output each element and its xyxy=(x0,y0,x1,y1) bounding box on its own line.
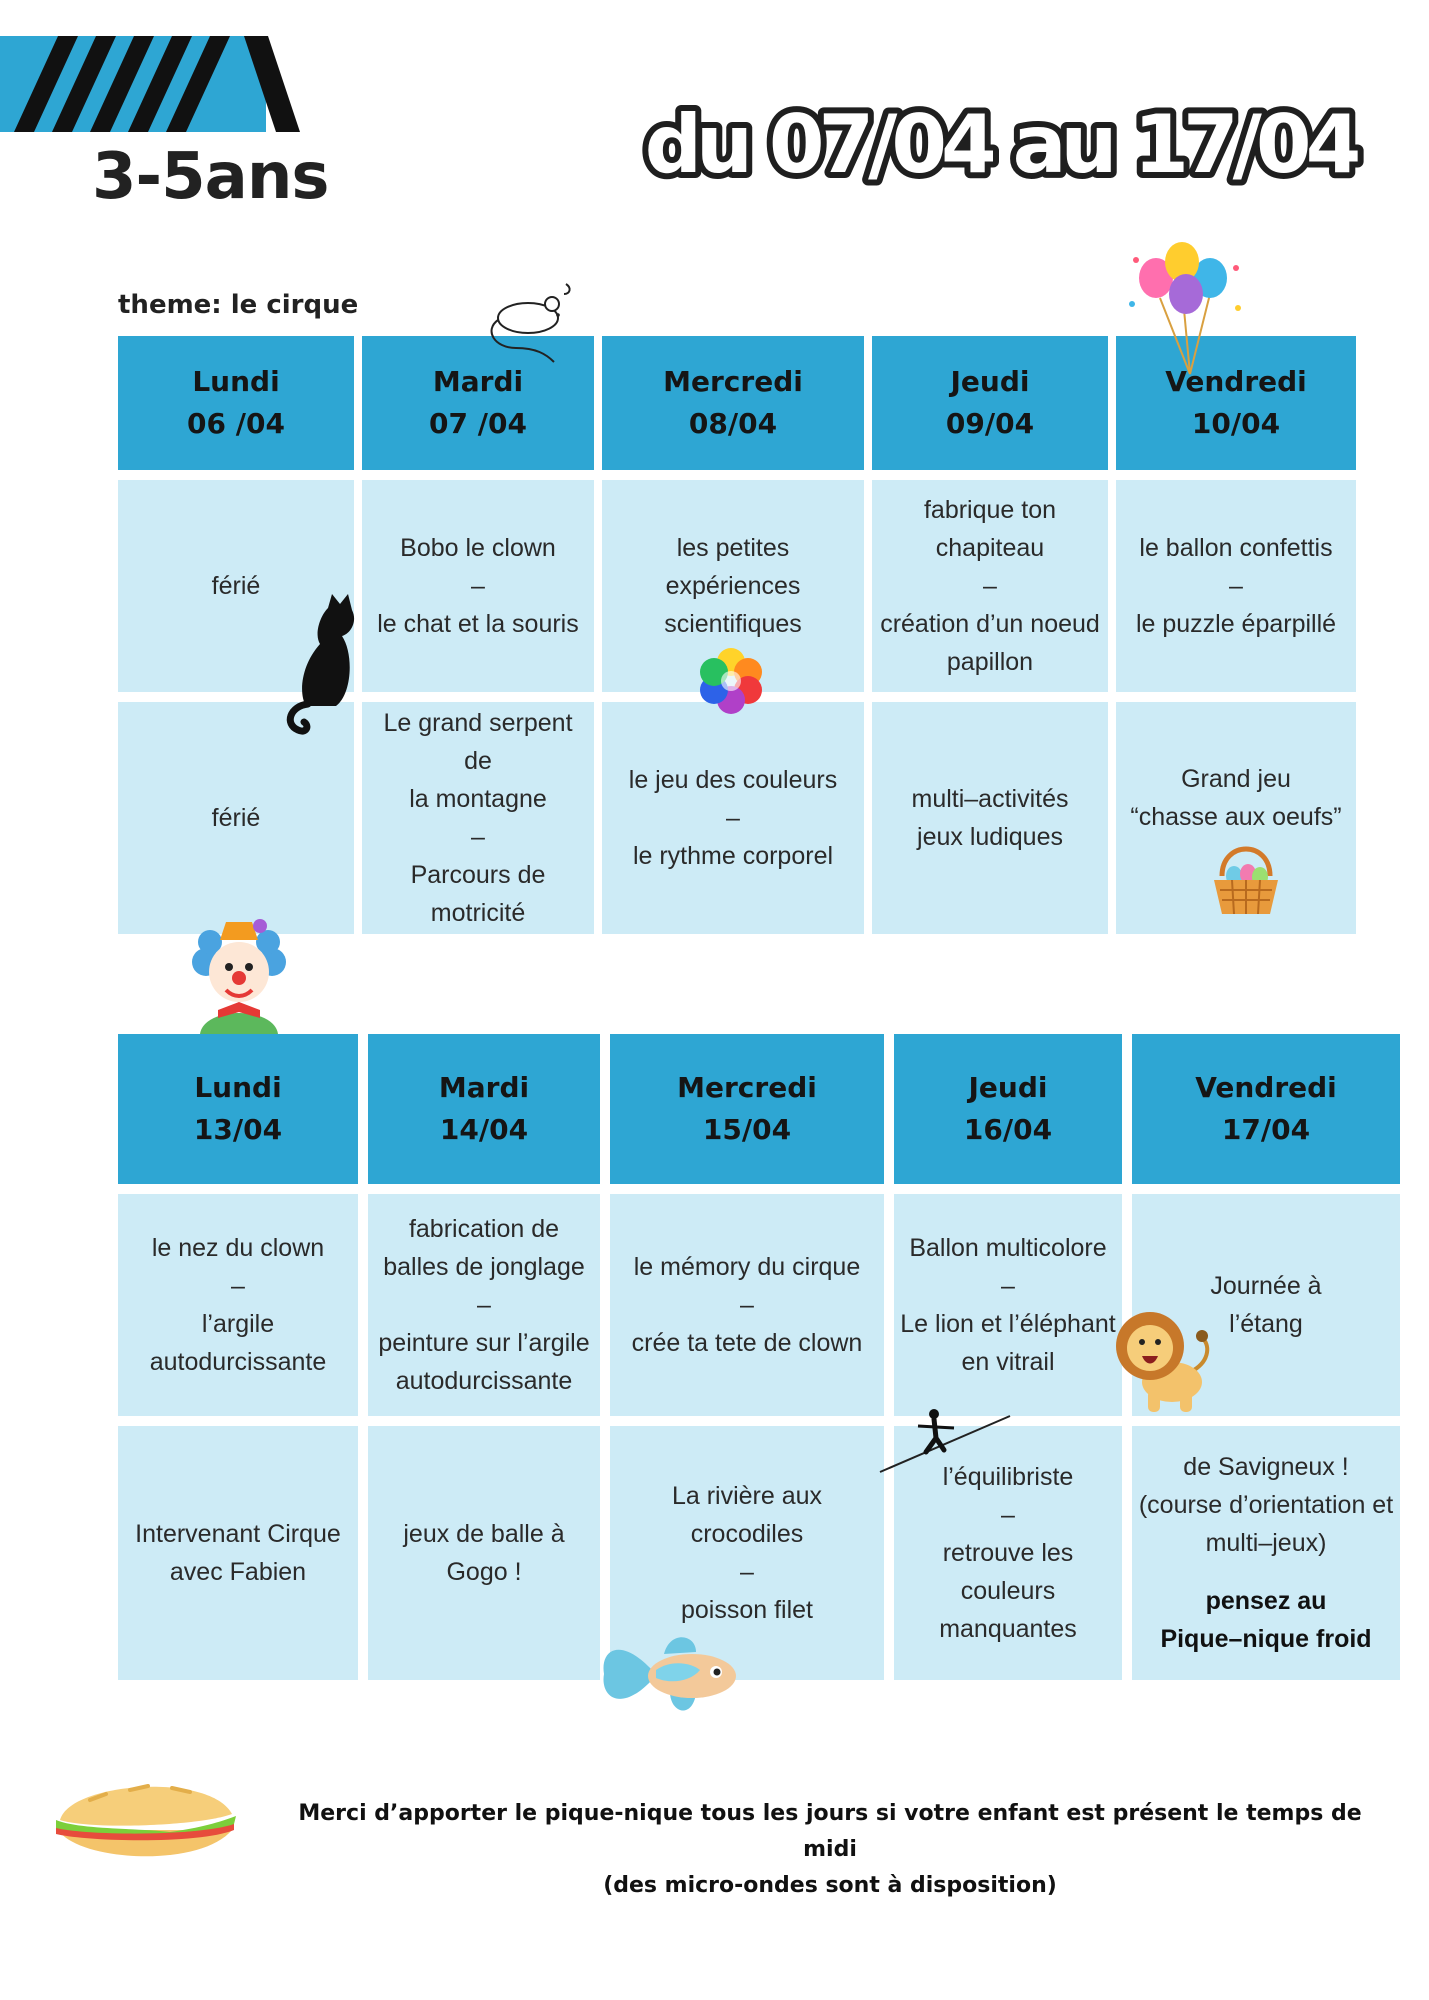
activity-cell xyxy=(1116,480,1356,692)
activity-line: Journée à xyxy=(1210,1272,1322,1300)
day-date: 13/04 xyxy=(193,1113,283,1146)
day-name: Mercredi xyxy=(663,365,803,398)
week1-day-header xyxy=(602,336,864,470)
activity-line: le puzzle éparpillé xyxy=(1135,610,1337,638)
week2-day-header xyxy=(894,1034,1122,1184)
activity-line: multi–jeux) xyxy=(1205,1529,1327,1557)
day-name: Lundi xyxy=(192,365,280,398)
activity-line: – xyxy=(471,823,485,851)
clown-icon xyxy=(190,912,288,1034)
day-name: Vendredi xyxy=(1195,1071,1337,1104)
sandwich-icon xyxy=(50,1772,240,1868)
activity-line: scientifiques xyxy=(664,610,802,638)
activity-line: – xyxy=(740,1558,754,1586)
activity-line: motricité xyxy=(430,899,526,927)
activity-line: l’étang xyxy=(1229,1310,1303,1338)
activity-line: le jeu des couleurs xyxy=(628,766,838,794)
activity-line: – xyxy=(726,804,740,832)
day-name: Mardi xyxy=(432,365,524,398)
activity-line: création d’un noeud xyxy=(880,610,1100,638)
week2-day-header xyxy=(368,1034,600,1184)
activity-line: avec Fabien xyxy=(169,1558,307,1586)
day-name: Lundi xyxy=(194,1071,282,1104)
activity-cell xyxy=(872,480,1108,692)
day-date: 10/04 xyxy=(1191,407,1281,440)
activity-line: le ballon confettis xyxy=(1139,534,1333,562)
activity-line: la montagne xyxy=(409,785,547,813)
activity-line: le chat et la souris xyxy=(377,610,579,638)
mouse-icon xyxy=(486,290,586,364)
activity-line: le nez du clown xyxy=(151,1234,325,1262)
activity-line: – xyxy=(477,1291,491,1319)
activity-line: les petites expériences xyxy=(665,534,801,600)
footer-note xyxy=(270,1796,1390,1904)
week1-day-header xyxy=(872,336,1108,470)
balloons-icon xyxy=(1120,238,1250,374)
striped-banner-decoration xyxy=(0,36,300,132)
activity-line: Grand jeu xyxy=(1181,765,1291,793)
age-group-title: 3-5ans xyxy=(92,140,329,214)
activity-cell xyxy=(602,702,864,934)
activity-cell xyxy=(362,702,594,934)
activity-line: couleurs xyxy=(960,1577,1056,1605)
activity-line: Parcours de xyxy=(410,861,546,889)
activity-line: – xyxy=(1229,572,1243,600)
date-range-title xyxy=(620,92,1380,192)
activity-line: férié xyxy=(211,804,261,832)
week2-day-header xyxy=(610,1034,884,1184)
day-name: Vendredi xyxy=(1165,365,1307,398)
day-date: 06 /04 xyxy=(187,407,285,440)
activity-line: l’équilibriste xyxy=(942,1463,1074,1491)
activity-cell xyxy=(118,1194,358,1416)
activity-line: – xyxy=(983,572,997,600)
activity-line: papillon xyxy=(946,648,1034,676)
activity-line: – xyxy=(471,572,485,600)
activity-line: Ballon multicolore xyxy=(909,1234,1107,1262)
tightrope-walker-icon xyxy=(880,1408,1010,1478)
fish-icon xyxy=(600,1630,736,1720)
activity-cell xyxy=(362,480,594,692)
activity-cell xyxy=(1132,1426,1400,1680)
activity-line: le rythme corporel xyxy=(632,842,834,870)
activity-cell xyxy=(872,702,1108,934)
activity-cell xyxy=(610,1194,884,1416)
activity-cell xyxy=(118,702,354,934)
activity-line: fabrication de xyxy=(408,1215,560,1243)
activity-cell xyxy=(368,1194,600,1416)
activity-line: La rivière aux crocodiles xyxy=(671,1482,823,1548)
activity-line: – xyxy=(1001,1272,1015,1300)
color-wheel-icon xyxy=(696,646,766,716)
activity-cell xyxy=(894,1194,1122,1416)
day-date: 07 /04 xyxy=(429,407,527,440)
activity-line: – xyxy=(1001,1501,1015,1529)
picnic-reminder: Pique–nique froid xyxy=(1160,1625,1372,1653)
picnic-reminder: pensez au xyxy=(1205,1587,1327,1615)
activity-line: fabrique ton xyxy=(923,496,1057,524)
day-date: 15/04 xyxy=(702,1113,792,1146)
activity-line: Bobo le clown xyxy=(400,534,556,562)
activity-line: Le lion et l’éléphant xyxy=(900,1310,1116,1338)
activity-line: autodurcissante xyxy=(395,1367,573,1395)
day-date: 16/04 xyxy=(963,1113,1053,1146)
day-name: Mercredi xyxy=(677,1071,817,1104)
activity-cell xyxy=(368,1426,600,1680)
activity-line: retrouve les xyxy=(942,1539,1074,1567)
lion-icon xyxy=(1110,1300,1216,1414)
activity-line: en vitrail xyxy=(961,1348,1055,1376)
activity-line: crée ta tete de clown xyxy=(631,1329,863,1357)
activity-line: l’argile xyxy=(201,1310,275,1338)
activity-line: Intervenant Cirque xyxy=(135,1520,341,1548)
week2-day-header xyxy=(118,1034,358,1184)
day-date: 08/04 xyxy=(688,407,778,440)
activity-line: Le grand serpent de xyxy=(383,709,573,775)
activity-line: “chasse aux oeufs” xyxy=(1130,803,1342,831)
activity-line: – xyxy=(740,1291,754,1319)
activity-line: poisson filet xyxy=(680,1596,814,1624)
day-name: Mardi xyxy=(438,1071,530,1104)
day-date: 09/04 xyxy=(945,407,1035,440)
activity-line: multi–activités xyxy=(911,785,1069,813)
activity-line: manquantes xyxy=(939,1615,1077,1643)
week1-day-header xyxy=(118,336,354,470)
activity-line: chapiteau xyxy=(935,534,1045,562)
activity-line: de Savigneux ! xyxy=(1183,1453,1349,1481)
day-date: 17/04 xyxy=(1221,1113,1311,1146)
activity-line: férié xyxy=(211,572,261,600)
activity-line: Gogo ! xyxy=(446,1558,522,1586)
day-date: 14/04 xyxy=(439,1113,529,1146)
activity-line: jeux ludiques xyxy=(917,823,1063,851)
activity-line: jeux de balle à xyxy=(403,1520,565,1548)
day-name: Jeudi xyxy=(968,1071,1048,1104)
activity-line: – xyxy=(231,1272,245,1300)
theme-label: theme: le cirque xyxy=(118,290,359,320)
cat-icon xyxy=(284,594,368,734)
week2-day-header xyxy=(1132,1034,1400,1184)
activity-line: (course d’orientation et xyxy=(1138,1491,1394,1519)
activity-line: le mémory du cirque xyxy=(633,1253,861,1281)
date-range-text: du 07/04 au 17/04 xyxy=(644,98,1356,191)
activity-line: peinture sur l’argile xyxy=(378,1329,590,1357)
activity-line: autodurcissante xyxy=(149,1348,327,1376)
footer-line: (des micro-ondes sont à disposition) xyxy=(603,1873,1057,1898)
day-name: Jeudi xyxy=(950,365,1030,398)
activity-cell xyxy=(118,1426,358,1680)
footer-line: Merci d’apporter le pique-nique tous les jours si votre enfant est présent le temps de midi xyxy=(298,1801,1362,1862)
easter-basket-icon xyxy=(1212,846,1280,916)
activity-line: balles de jonglage xyxy=(383,1253,585,1281)
